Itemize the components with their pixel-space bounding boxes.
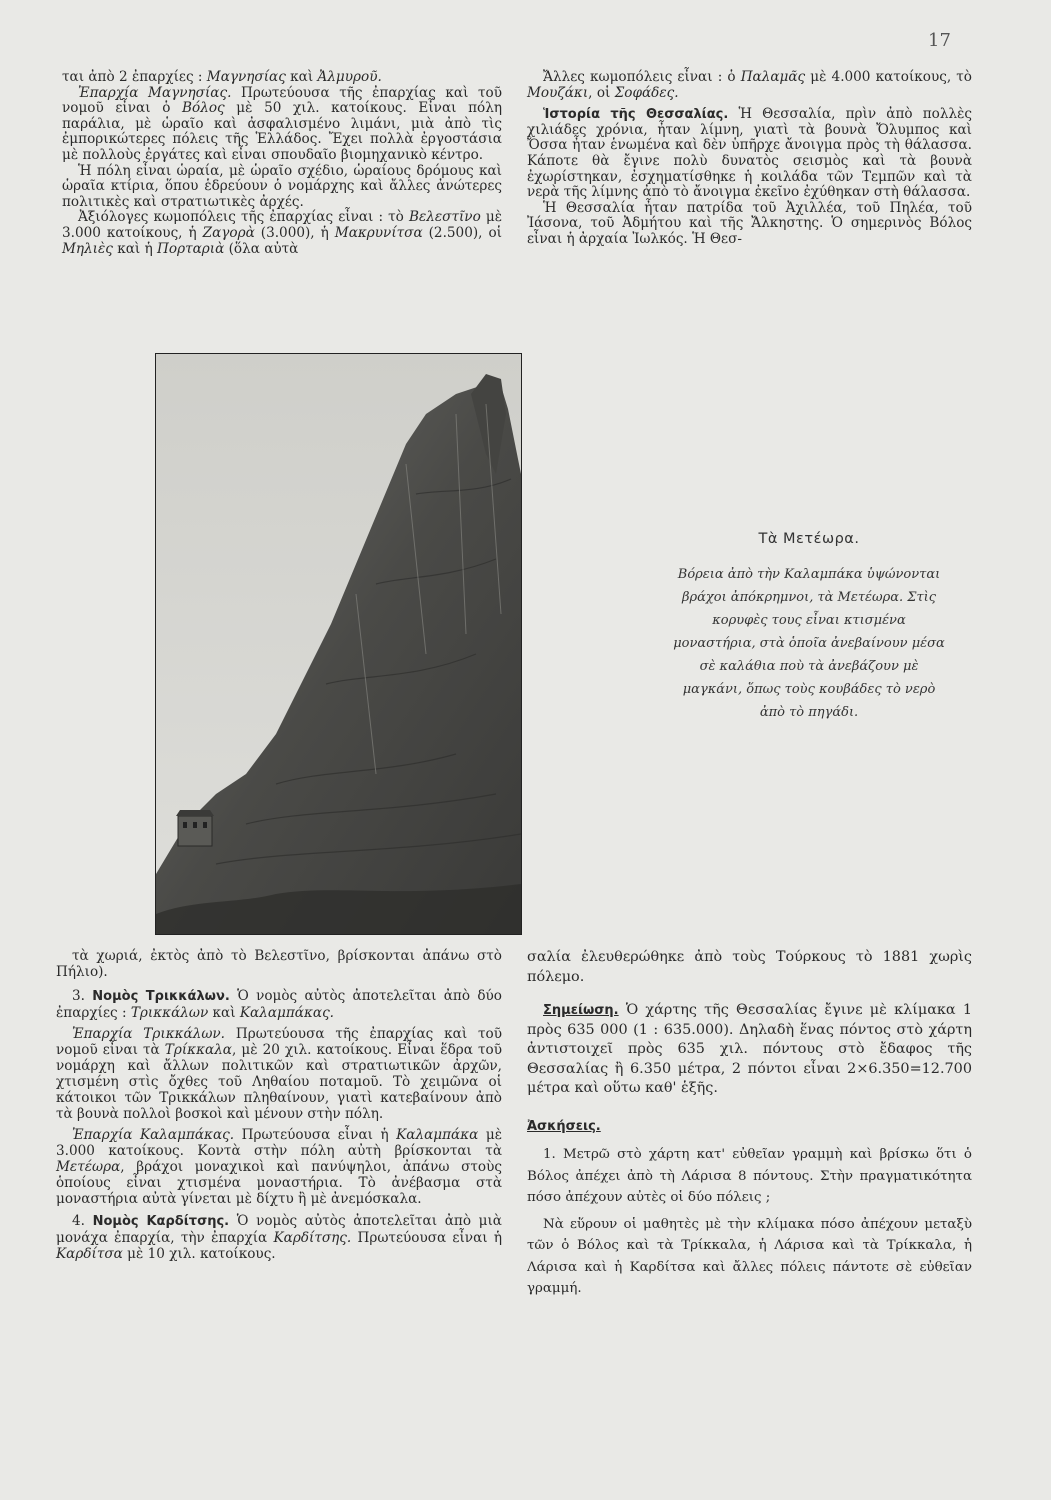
- trikkala-heading: Νομὸς Τρικκάλων.: [92, 989, 230, 1004]
- top-right-column: [527, 70, 972, 248]
- paragraph: σαλία ἐλευθερώθηκε ἀπὸ τοὺς Τούρκους τὸ 1881 χωρὶς πόλεμο.: [527, 949, 972, 985]
- paragraph-heroes: Ἡ Θεσσαλία ἦταν πατρίδα τοῦ Ἀχιλλέα, τοῦ Πηλέα, τοῦ Ἰάσονα, τοῦ Ἀδμήτου καὶ τῆς Ἄλκηστης. Ὁ σημερινὸς Βόλος εἶναι ἡ ἀρχαία Ἰωλκός. Ἡ Θεσ-: [527, 199, 972, 247]
- figure-caption-text: Βόρεια ἀπὸ τὴν Καλαμπάκα ὑψώνονται βράχοι ἀπόκρημνοι, τὰ Μετέωρα. Στὶς κορυφὲς τους εἶναι κτισμένα μοναστήρια, στὰ ὁποῖα ἀνεβαίνουν μέσα σὲ καλάθια ποὺ τὰ ἀνεβάζουν μὲ μαγκάνι, ὅπως τοὺς κουβάδες τὸ νερὸ ἀπὸ τὸ πηγάδι.: [673, 567, 945, 720]
- paragraph-city: Ἡ πόλη εἶναι ὡραία, μὲ ὡραῖο σχέδιο, ὡραίους δρόμους καὶ ὡραῖα κτίρια, ὅπου ἑδρεύουν ὁ νομάρχης καὶ ἄλλες ἀνώτερες πολιτικὲς καὶ στρατιωτικὲς ἀρχές.: [62, 162, 502, 210]
- bottom-left-column: [56, 948, 502, 1262]
- paragraph-note: Σημείωση. Ὁ χάρτης τῆς Θεσσαλίας ἔγινε μὲ κλίμακα 1 πρὸς 635 000 (1 : 635.000). Δηλαδὴ ἕνας πόντος στὸ χάρτη ἀντιστοιχεῖ πρὸς 635 χιλ. πόντους στὸ ἔδαφος τῆς Θεσσαλίας ἢ 6.350 μέτρα, 2 πόντοι εἶναι 2×6.350=12.700 μέτρα καὶ οὕτω καθ' ἑξῆς.: [527, 1002, 972, 1096]
- history-heading: Ἱστορία τῆς Θεσσαλίας.: [543, 107, 729, 123]
- exercises-heading: Ἀσκήσεις.: [527, 1118, 601, 1134]
- exercise-1: 1. Μετρῶ στὸ χάρτη κατ' εὐθεῖαν γραμμὴ καὶ βρίσκω ὅτι ὁ Βόλος ἀπέχει ἀπὸ τὴ Λάρισα 8 πόντους. Στὴν πραγματικότητα πόσο ἀπέχουν αὐτὲς οἱ δύο πόλεις ;: [527, 1147, 972, 1205]
- karditsa-heading: Νομὸς Καρδίτσης.: [92, 1214, 230, 1229]
- paragraph: τὰ χωριά, ἐκτὸς ἀπὸ τὸ Βελεστῖνο, βρίσκονται ἀπάνω στὸ Πήλιο).: [56, 948, 502, 980]
- paragraph-trikkala-nomos: 3. Νομὸς Τρικκάλων. Ὁ νομὸς αὐτὸς ἀποτελεῖται ἀπὸ δύο ἐπαρχίες : Τρικκάλων καὶ Καλαμπάκας.: [56, 988, 502, 1021]
- exercise-2: Νὰ εὕρουν οἱ μαθητὲς μὲ τὴν κλίμακα πόσο ἀπέχουν μεταξὺ τῶν ὁ Βόλος καὶ τὰ Τρίκκαλα, ἡ Λάρισα καὶ τὰ Τρίκκαλα, ἡ Λάρισα καὶ ἡ Καρδίτσα καὶ ἄλλες πόλεις πάντοτε σὲ εὐθεῖαν γραμμή.: [527, 1216, 972, 1296]
- bottom-right-column: [527, 948, 972, 1300]
- note-heading: Σημείωση.: [543, 1003, 619, 1018]
- paragraph: ται ἀπὸ 2 ἐπαρχίες : Μαγνησίας καὶ Ἀλμυροῦ.: [62, 69, 382, 85]
- paragraph-towns-right: Ἄλλες κωμοπόλεις εἶναι : ὁ Παλαμᾶς μὲ 4.000 κατοίκους, τὸ Μουζάκι, οἱ Σοφάδες.: [527, 69, 972, 101]
- figure-title: Τὰ Μετέωρα.: [758, 531, 860, 547]
- paragraph-towns: Ἀξιόλογες κωμοπόλεις τῆς ἐπαρχίας εἶναι : τὸ Βελεστῖνο μὲ 3.000 κατοίκους, ἡ Ζαγορὰ (3.000), ἡ Μακρυνίτσα (2.500), οἱ Μηλιὲς καὶ ἡ Πορταριὰ (ὅλα αὐτὰ: [62, 209, 503, 257]
- top-left-column: [62, 70, 502, 257]
- monastery-building: [176, 810, 214, 846]
- paragraph-kalampaka-eparchy: Ἐπαρχία Καλαμπάκας. Πρωτεύουσα εἶναι ἡ Καλαμπάκα μὲ 3.000 κατοίκους. Κοντὰ στὴν πόλη αὐτὴ βρίσκονται τὰ Μετέωρα, βράχοι μοναχικοὶ καὶ πανύψηλοι, ἀπάνω στοὺς ὁποίους εἶναι χτισμένα μοναστήρια. Τὸ ἀνέβασμα στὰ μοναστήρια αὐτὰ γίνεται μὲ δίχτυ ἢ μὲ ἀνεμόσκαλα.: [56, 1127, 502, 1207]
- paragraph-trikkala-eparchy: Ἐπαρχία Τρικκάλων. Πρωτεύουσα τῆς ἐπαρχίας καὶ τοῦ νομοῦ εἶναι τὰ Τρίκκαλα, μὲ 20 χιλ. κατοίκους. Εἶναι ἕδρα τοῦ νομάρχη καὶ ἄλλων πολιτικῶν καὶ στρατιωτικῶν ἀρχῶν, χτισμένη στὶς ὄχθες τοῦ Ληθαίου ποταμοῦ. Τὸ χειμῶνα οἱ κάτοικοι τῶν Τρικκάλων πληθαίνουν, γιατὶ κατεβαίνουν ἀπὸ τὰ βουνὰ πολλοὶ βοσκοὶ καὶ μένουν στὴν πόλη.: [56, 1026, 502, 1122]
- figure-caption: [672, 528, 946, 724]
- exercises-heading-line: [527, 1117, 972, 1137]
- paragraph-history: Ἱστορία τῆς Θεσσαλίας. Ἡ Θεσσαλία, πρὶν ἀπὸ πολλὲς χιλιάδες χρόνια, ἦταν λίμνη, γιατὶ τὰ βουνὰ Ὄλυμπος καὶ Ὄσσα ἦταν ἑνωμένα καὶ δὲν ὑπῆρχε ἄνοιγμα πρὸς τὴ θάλασσα. Κάποτε θὰ ἔγινε πολὺ δυνατὸς σεισμὸς καὶ τὰ βουνὰ ἐχωρίστηκαν, ἐσχηματίσθηκε ἡ κοιλάδα τῶν Τεμπῶν καὶ τὰ νερὰ τῆς λίμνης ἀπὸ τὸ ἄνοιγμα ἐκεῖνο ἐχύθηκαν στὴ θάλασσα.: [527, 106, 972, 201]
- paragraph-karditsa-nomos: 4. Νομὸς Καρδίτσης. Ὁ νομὸς αὐτὸς ἀποτελεῖται ἀπὸ μιὰ μονάχα ἐπαρχία, τὴν ἐπαρχία Καρδίτσης. Πρωτεύουσα εἶναι ἡ Καρδίτσα μὲ 10 χιλ. κατοίκους.: [56, 1213, 502, 1262]
- paragraph-magnesia: Ἐπαρχία Μαγνησίας. Πρωτεύουσα τῆς ἐπαρχίας καὶ τοῦ νομοῦ εἶναι ὁ Βόλος μὲ 50 χιλ. κατοίκους. Εἶναι πόλη παράλια, μὲ ὡραῖο καὶ ἀσφαλισμένο λιμάνι, μιὰ ἀπὸ τὶς ἐμπορικώτερες πόλεις τῆς Ἑλλάδος. Ἔχει πολλὰ ἐργοστάσια μὲ πολλοὺς ἐργάτες καὶ εἶναι σπουδαῖο βιομηχανικὸ κέντρο.: [62, 84, 502, 163]
- meteora-photograph: [155, 353, 522, 935]
- page-number: 17: [928, 30, 951, 51]
- meteora-rock-illustration: [156, 354, 521, 934]
